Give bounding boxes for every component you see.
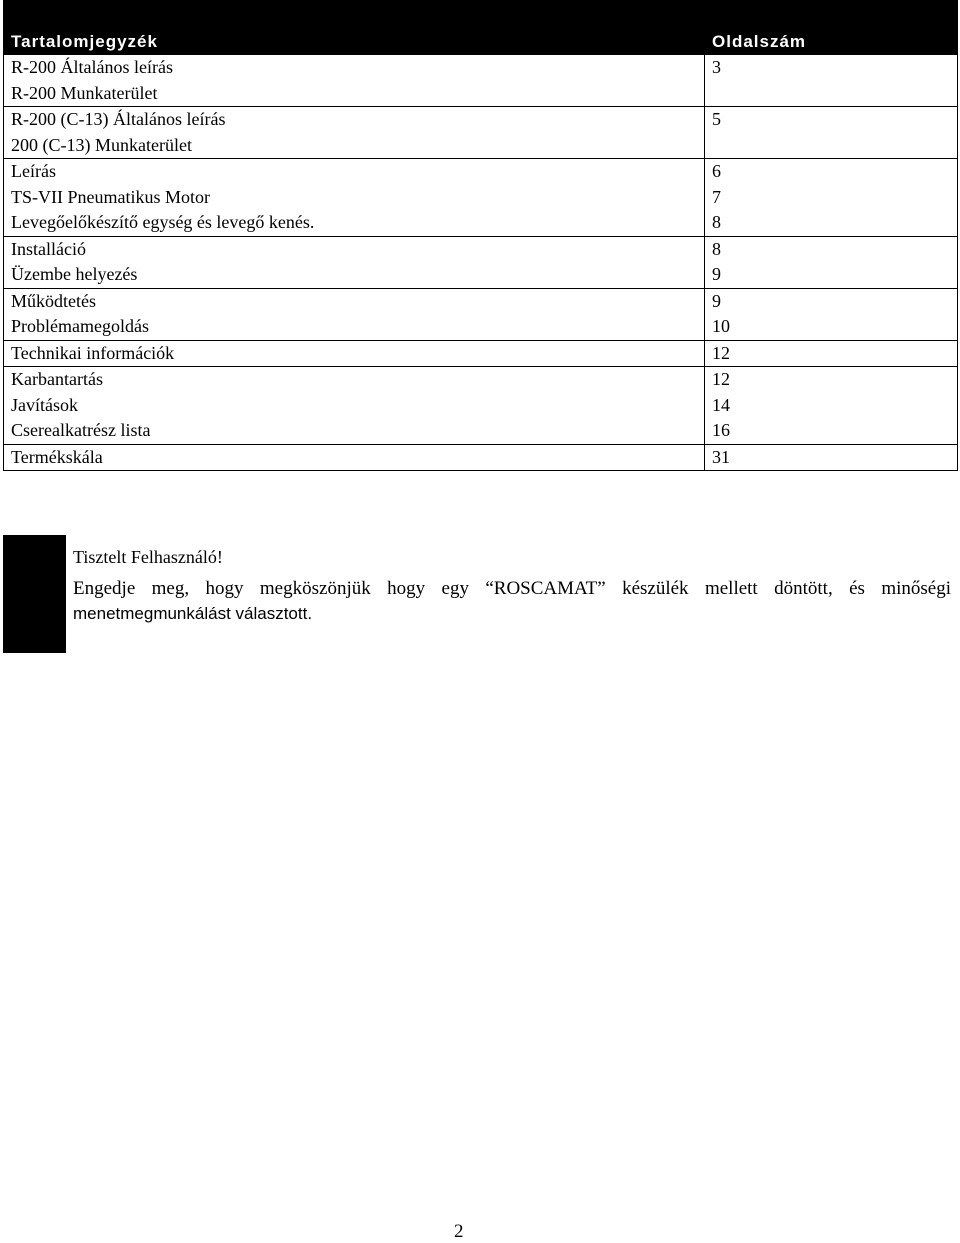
toc-entry-page: 9	[712, 290, 721, 311]
toc-pages-cell	[705, 107, 958, 159]
toc-entry-page: 8	[712, 212, 721, 232]
toc-entry-page	[712, 81, 957, 107]
toc-entry-title: Leírás	[11, 161, 56, 181]
toc-pages-cell	[705, 288, 958, 340]
toc-entry-title: R-200 Munkaterület	[11, 82, 158, 103]
toc-row	[4, 367, 958, 445]
toc-titles-cell	[4, 288, 705, 340]
toc-entry-page	[712, 133, 957, 159]
toc-entry-title: Karbantartás	[11, 369, 103, 389]
toc-entry-page: 7	[712, 186, 721, 207]
toc-row	[4, 444, 958, 471]
toc-titles-cell	[4, 444, 705, 471]
toc-row	[4, 340, 958, 367]
toc-pages-cell	[705, 159, 958, 237]
toc-pages-cell	[705, 367, 958, 445]
toc-pages-cell	[705, 340, 958, 367]
toc-row	[4, 107, 958, 159]
toc-entry-title: Termékskála	[11, 446, 103, 467]
side-black-bar	[3, 535, 66, 653]
toc-row	[4, 159, 958, 237]
greeting: Tisztelt Felhasználó!	[73, 547, 223, 567]
toc-body	[4, 55, 958, 471]
toc-pages-cell	[705, 55, 958, 107]
toc-entry-page: 6	[712, 161, 721, 181]
toc-entry-title: 200 (C-13) Munkaterület	[11, 134, 192, 155]
toc-entry-page: 10	[712, 316, 730, 336]
toc-titles-cell	[4, 236, 705, 288]
toc-pages-cell	[705, 444, 958, 471]
toc-entry-title: Technikai információk	[11, 342, 175, 363]
toc-header-page: Oldalszám	[705, 1, 958, 55]
toc-row	[4, 236, 958, 288]
toc-titles-cell	[4, 107, 705, 159]
toc-entry-title: Javítások	[11, 394, 78, 415]
toc-pages-cell	[705, 236, 958, 288]
toc-entry-title: Installáció	[11, 238, 86, 259]
intro-line-1: Engedje meg, hogy megköszönjük hogy egy “ROSCAMAT” készülék mellett döntött, és minőségi	[73, 578, 951, 599]
toc-titles-cell	[4, 55, 705, 107]
toc-entry-page: 16	[712, 420, 730, 440]
toc-titles-cell	[4, 340, 705, 367]
toc-entry-page: 12	[712, 342, 730, 363]
toc-entry-page: 5	[712, 109, 721, 129]
toc-row	[4, 288, 958, 340]
toc-entry-page: 9	[712, 264, 721, 284]
toc-header-row	[4, 1, 958, 55]
toc-titles-cell	[4, 367, 705, 445]
toc-entry-title: Levegőelőkészítő egység és levegő kenés.	[11, 212, 315, 232]
toc-entry-title: Problémamegoldás	[11, 316, 149, 336]
intro-paragraph	[73, 576, 951, 626]
toc-entry-page: 12	[712, 369, 730, 389]
toc-row	[4, 55, 958, 107]
table-of-contents	[3, 0, 958, 471]
toc-titles-cell	[4, 159, 705, 237]
toc-entry-page: 14	[712, 394, 730, 415]
intro-line-2: menetmegmunkálást választott.	[73, 604, 313, 623]
toc-header-title: Tartalomjegyzék	[4, 1, 705, 55]
toc-entry-title: R-200 Általános leírás	[11, 57, 173, 77]
toc-entry-title: Üzembe helyezés	[11, 264, 138, 284]
toc-entry-page: 8	[712, 238, 721, 259]
page-number: 2	[454, 1221, 464, 1242]
toc-entry-page: 3	[712, 57, 721, 77]
toc-entry-title: R-200 (C-13) Általános leírás	[11, 109, 226, 129]
toc-entry-title: Cserealkatrész lista	[11, 420, 151, 440]
toc-entry-title: TS-VII Pneumatikus Motor	[11, 186, 210, 207]
toc-entry-page: 31	[712, 446, 730, 467]
toc-entry-title: Működtetés	[11, 290, 96, 311]
